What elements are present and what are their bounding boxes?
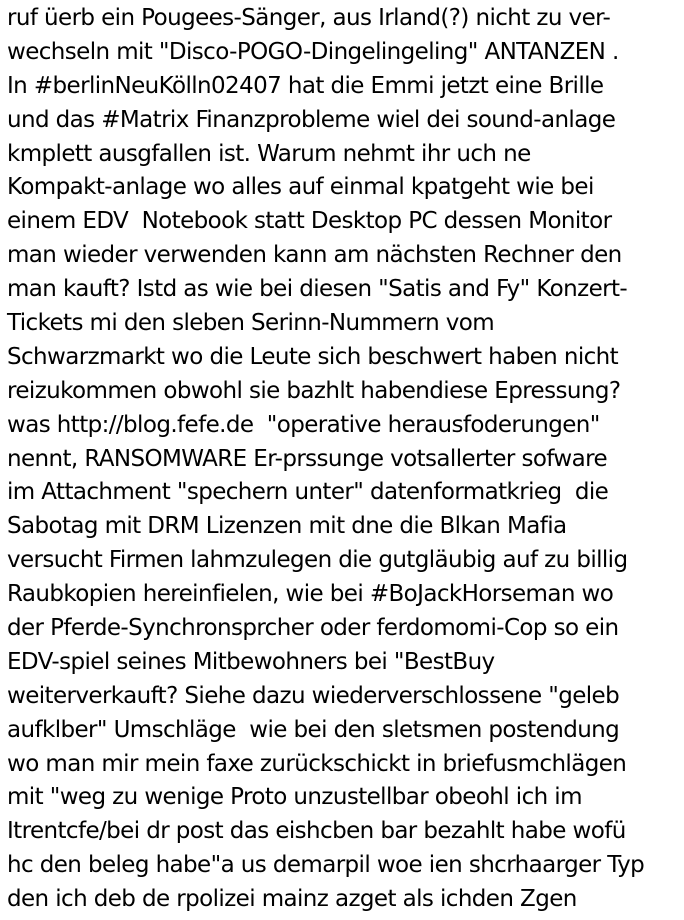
text-line: Sabotag mit DRM Lizenzen mit dne die Blkan Mafia [7,513,567,540]
text-line: was http://blog.fefe.de "operative herausfoderungen" [7,411,600,438]
text-line: im Attachment "spechern unter" datenformatkrieg die [7,479,609,506]
text-line: Kompakt-anlage wo alles auf einmal kpatgeht wie bei [7,174,594,201]
body-text [7,2,683,917]
text-line: EDV-spiel seines Mitbewohners bei "BestBuy [7,648,495,675]
text-line: reizukommen obwohl sie bazhlt habendiese Epressung? [7,377,621,404]
text-line: man wieder verwenden kann am nächsten Rechner den [7,242,622,269]
text-line: weiterverkauft? Siehe dazu wiederverschlossene "geleb [7,682,620,709]
text-line: kmplett ausgfallen ist. Warum nehmt ihr uch ne [7,140,531,167]
text-line: aufklber" Umschläge wie bei den sletsmen postendung [7,716,620,743]
text-line: und das #Matrix Finanzprobleme wiel dei sound-anlage [7,106,616,133]
text-line: In #berlinNeuKölln02407 hat die Emmi jetzt eine Brille [7,72,604,99]
text-line: Schwarzmarkt wo die Leute sich beschwert haben nicht [7,343,619,370]
text-line: mit "weg zu wenige Proto unzustellbar obeohl ich im [7,784,582,811]
text-line: wo man mir mein faxe zurückschickt in briefusmchlägen [7,750,627,777]
text-line: den ich deb de rpolizei mainz azget als ichden Zgen [7,886,577,913]
text-line: man kauft? Istd as wie bei diesen "Satis and Fy" Konzert- [7,276,628,303]
text-line: nennt, RANSOMWARE Er-prssunge votsallerter sofware [7,445,608,472]
text-line: der Pferde-Synchronsprcher oder ferdomomi-Cop so ein [7,615,619,642]
text-line: wechseln mit "Disco-POGO-Dingelingeling" ANTANZEN . [7,38,619,65]
text-line: hc den beleg habe"a us demarpil woe ien shcrhaarger Typ [7,852,645,879]
text-line: Tickets mi den sleben Serinn-Nummern vom [7,310,495,337]
text-line: ruf üerb ein Pougees-Sänger, aus Irland(?) nicht zu ver- [7,5,611,31]
text-line: Itrentcfe/bei dr post das eishcben bar bezahlt habe wofü [7,818,626,845]
text-line: einem EDV Notebook statt Desktop PC dessen Monitor [7,208,612,235]
text-line: versucht Firmen lahmzulegen die gutgläubig auf zu billig [7,547,628,574]
text-line: Raubkopien hereinfielen, wie bei #BoJackHorseman wo [7,581,614,608]
